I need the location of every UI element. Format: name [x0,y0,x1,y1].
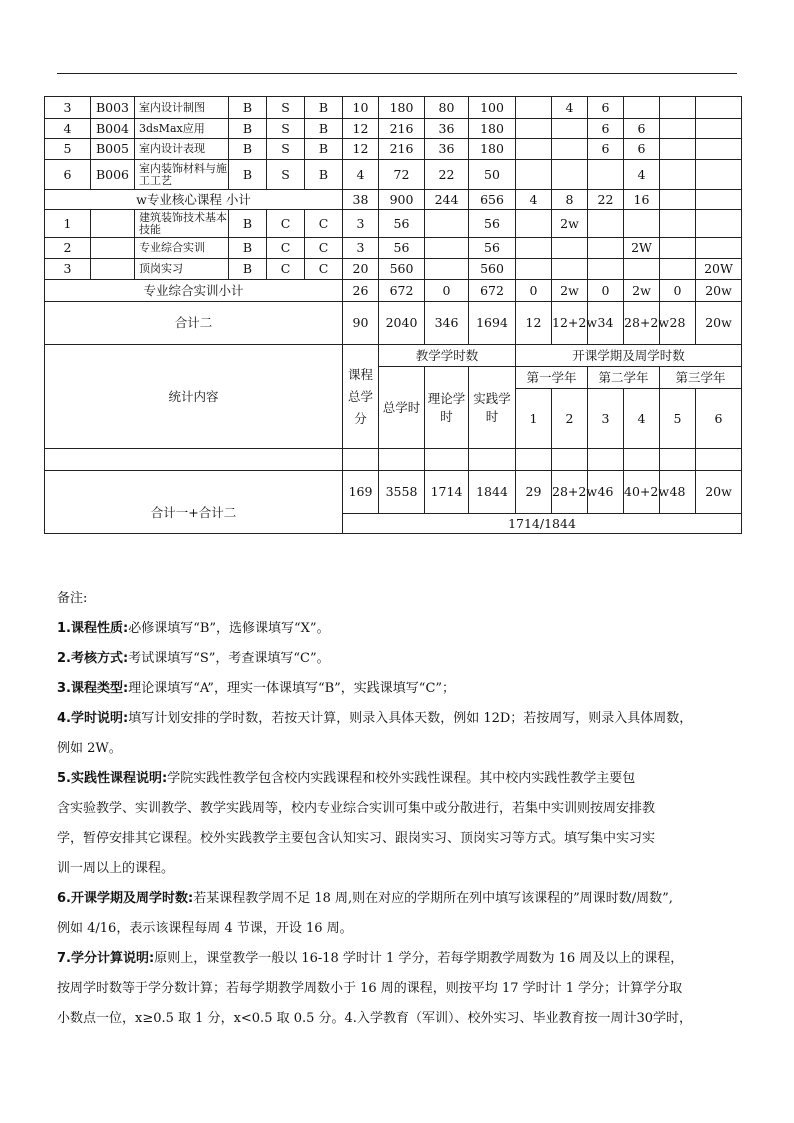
notes-section [57,584,747,1034]
note-5: 5.实践性课程说明:学院实践性教学包含校内实践课程和校外实践性课程。其中校内实践性教学主要包 [57,771,636,786]
course-plan-table [44,96,742,534]
blank-row [45,449,742,471]
stats-header-row: 1 2 3 4 5 6 [45,389,742,429]
note-4: 4.学时说明:填写计划安排的学时数，若按天计算，则录入具体天数，例如 12D；若按周写，则录入具体周数， [57,711,693,726]
table-row: 5 B005 室内设计表现 B S B 12 216 36 180 6 6 [45,139,742,160]
stats-header-row: 统计内容 课程总学分 教学学时数 开课学期及周学时数 [45,345,742,367]
table-row: 1 建筑装饰技术基本技能 B C C 3 56 56 2w [45,210,742,238]
table-row: 6 B006 室内装饰材料与施工工艺 B S B 4 72 22 50 4 [45,160,742,190]
subtotal-training-row: 专业综合实训小计 26 672 0 672 0 2w 0 2w 0 20w [45,280,742,302]
note-4-cont: 例如 2W。 [57,741,122,756]
table-row: 3 B003 室内设计制图 B S B 10 180 80 100 4 6 [45,97,742,119]
note-7-l3: 小数点一位，x≥0.5 取 1 分，x<0.5 取 0.5 分。4.入学教育（军训）、校外实习、毕业教育按一周计30学时， [57,1011,692,1026]
table-row: 4 B004 3dsMax应用 B S B 12 216 36 180 6 6 [45,119,742,139]
header-rule [57,73,737,74]
ratio-row: 1714/1844 [45,514,742,534]
note-6: 6.开课学期及周学时数:若某课程教学周不足 18 周,则在对应的学期所在列中填写该课程的”周课时数/周数”, [57,891,673,906]
subtotal-core-row: w专业核心课程 小计 38 900 244 656 4 8 22 16 [45,190,742,210]
note-5-l2: 含实验教学、实训教学、教学实践周等，校内专业综合实训可集中或分散进行，若集中实训则按周安排教 [57,801,656,816]
table-row: 2 专业综合实训 B C C 3 56 56 2W [45,238,742,259]
grand-total-row: 合计一+合计二 169 3558 1714 1844 29 28+2w 46 40+2w 48 20w [45,471,742,514]
note-5-l4: 训一周以上的课程。 [57,861,175,876]
note-3: 3.课程类型:理论课填写“A”，理实一体课填写“B”，实践课填写“C”； [57,681,456,696]
note-1: 1.课程性质:必修课填写“B”，选修课填写“X”。 [57,621,330,636]
notes-title: 备注: [57,591,88,606]
note-7-l2: 按周学时数等于学分数计算；若每学期教学周数小于 16 周的课程，则按平均 17 学时计 1 学分；计算学分取 [57,981,683,996]
total-two-row: 合计二 90 2040 346 1694 12 12+2w 34 28+2w 28 20w [45,302,742,345]
note-6-cont: 例如 4/16，表示该课程每周 4 节课，开设 16 周。 [57,921,353,936]
table-row: 3 顶岗实习 B C C 20 560 560 20W [45,259,742,280]
note-5-l3: 学，暂停安排其它课程。校外实践教学主要包含认知实习、跟岗实习、顶岗实习等方式。填写集中实习实 [57,831,656,846]
stats-header-row: 总学时 理论学时 实践学时 第一学年 第二学年 第三学年 [45,367,742,389]
note-2: 2.考核方式:考试课填写“S”，考查课填写“C”。 [57,651,330,666]
note-7: 7.学分计算说明:原则上，课堂教学一般以 16-18 学时计 1 学分，若每学期教学周数为 16 周及以上的课程， [57,951,684,966]
